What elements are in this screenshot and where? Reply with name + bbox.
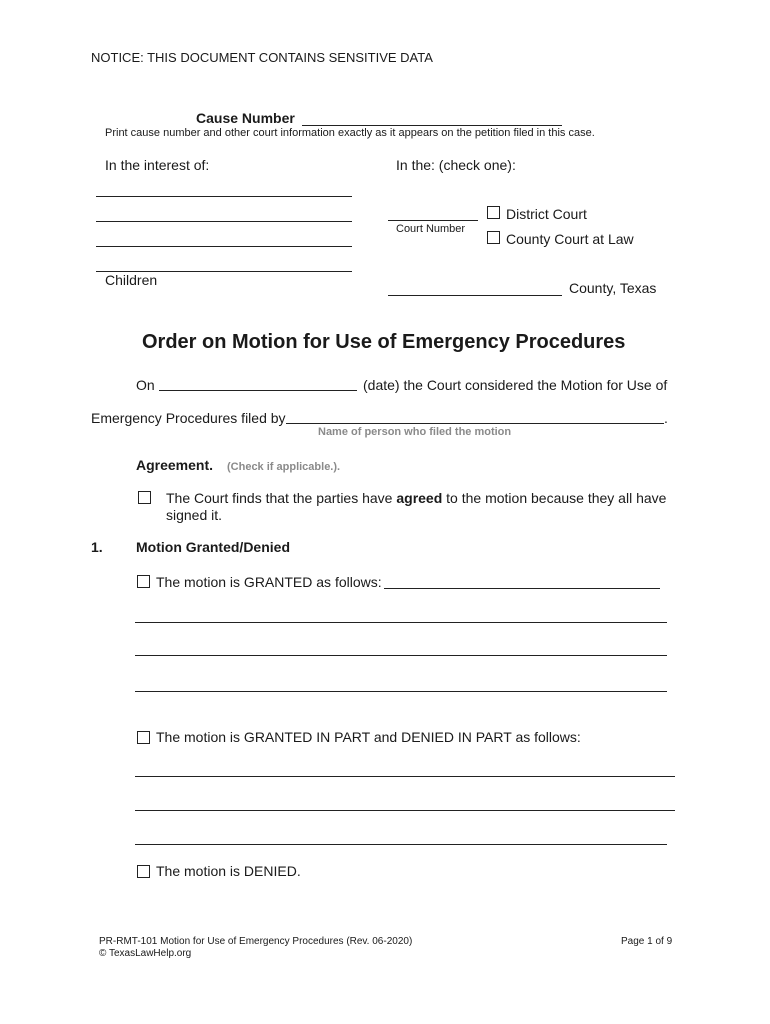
- agreement-text-before: The Court finds that the parties have: [166, 490, 397, 506]
- granted-line-2[interactable]: [135, 655, 667, 656]
- court-label: In the: (check one):: [396, 157, 516, 173]
- cause-instruction: Print cause number and other court information exactly as it appears on the petition filed in this case.: [105, 127, 595, 139]
- agreement-checkbox[interactable]: [138, 491, 151, 504]
- county-court-at-law-label: County Court at Law: [506, 231, 634, 247]
- granted-in-part-line-3[interactable]: [135, 844, 667, 845]
- child-name-line-1[interactable]: [96, 196, 352, 197]
- interest-label: In the interest of:: [105, 157, 210, 173]
- district-court-label: District Court: [506, 206, 587, 222]
- agreement-text-line-2: signed it.: [166, 507, 223, 523]
- granted-line-1[interactable]: [135, 622, 667, 623]
- cause-number-field[interactable]: [302, 125, 562, 126]
- granted-checkbox[interactable]: [137, 575, 150, 588]
- denied-checkbox[interactable]: [137, 865, 150, 878]
- agreement-note: (Check if applicable.).: [227, 461, 341, 473]
- agreement-text-after: to the motion because they all have: [442, 490, 667, 506]
- agreement-heading: Agreement.: [136, 457, 214, 473]
- granted-in-part-line-2[interactable]: [135, 810, 675, 811]
- county-court-at-law-checkbox[interactable]: [487, 231, 500, 244]
- child-name-line-2[interactable]: [96, 221, 352, 222]
- filed-by-label: Emergency Procedures filed by: [91, 410, 286, 426]
- child-name-line-3[interactable]: [96, 246, 352, 247]
- filer-name-field[interactable]: [286, 423, 664, 424]
- denied-label: The motion is DENIED.: [156, 863, 301, 879]
- court-number-field[interactable]: [388, 220, 478, 221]
- date-text: (date) the Court considered the Motion for Use of: [363, 377, 668, 393]
- county-field[interactable]: [388, 295, 562, 296]
- children-label: Children: [105, 272, 158, 288]
- footer-copyright: © TexasLawHelp.org: [99, 948, 192, 959]
- sensitive-notice: NOTICE: THIS DOCUMENT CONTAINS SENSITIVE DATA: [91, 50, 433, 65]
- agreement-text-line-1: [166, 490, 666, 506]
- agreement-text-bold: agreed: [396, 490, 443, 506]
- court-number-label: Court Number: [396, 223, 466, 235]
- filer-name-caption: Name of person who filed the motion: [318, 426, 512, 438]
- granted-line-3[interactable]: [135, 691, 667, 692]
- granted-label: The motion is GRANTED as follows:: [156, 574, 382, 590]
- section-number: 1.: [91, 539, 103, 555]
- section-heading: Motion Granted/Denied: [136, 539, 290, 555]
- period: .: [664, 410, 668, 426]
- footer-form-id: PR-RMT-101 Motion for Use of Emergency Procedures (Rev. 06-2020): [99, 936, 413, 947]
- granted-in-part-label: The motion is GRANTED IN PART and DENIED IN PART as follows:: [156, 729, 581, 745]
- footer-page-number: Page 1 of 9: [621, 936, 673, 947]
- granted-in-part-checkbox[interactable]: [137, 731, 150, 744]
- cause-number-label: Cause Number: [196, 110, 295, 126]
- granted-in-part-line-1[interactable]: [135, 776, 675, 777]
- granted-field[interactable]: [384, 588, 660, 589]
- district-court-checkbox[interactable]: [487, 206, 500, 219]
- on-label: On: [136, 377, 155, 393]
- county-texas-label: County, Texas: [569, 280, 657, 296]
- date-field[interactable]: [159, 390, 357, 391]
- document-title: Order on Motion for Use of Emergency Procedures: [142, 331, 626, 353]
